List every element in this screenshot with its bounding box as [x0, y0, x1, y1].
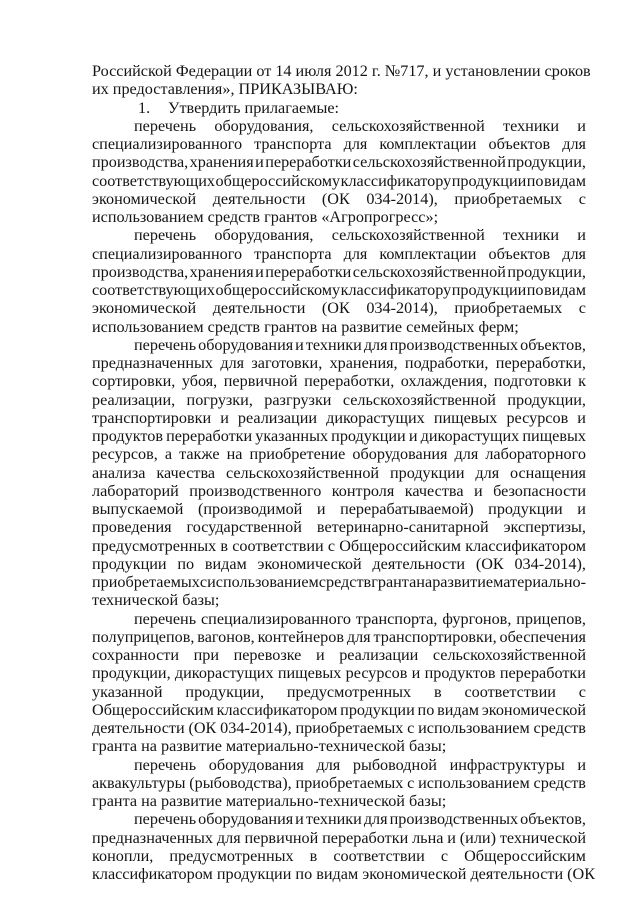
text-line: технической базы; — [92, 591, 220, 610]
item-number: 1. — [138, 98, 151, 117]
text-line: предназначенных для заготовки, хранения, подработки, переработки, — [92, 354, 586, 372]
paragraph — [92, 226, 586, 336]
text-line: специализированного транспорта для комплектации объектов для — [92, 244, 586, 263]
text-line: продуктов переработки указанных продукции и дикорастущих пищевых — [92, 427, 586, 445]
text-line: производства, хранения и переработки сельскохозяйственной продукции, — [92, 153, 586, 172]
text-line: перечень оборудования и техники для производственных объектов, — [134, 810, 586, 829]
text-line: специализированного транспорта для комплектации объектов для — [92, 135, 586, 153]
text-line: приобретаемых с использованием средств гранта на развитие материально- — [92, 573, 586, 591]
text-line: перечень оборудования для рыбоводной инфраструктуры и — [134, 755, 586, 774]
text-line: сортировки, убоя, первичной переработки, охлаждения, подготовки к — [92, 372, 586, 391]
text-line: предназначенных для первичной переработки льна и (или) технической — [92, 828, 586, 847]
text-line: аквакультуры (рыбоводства), приобретаемых с использованием средств — [92, 773, 586, 792]
text-line: перечень оборудования, сельскохозяйственной техники и — [134, 226, 586, 245]
text-line: указанной продукции, предусмотренных в соответствии с — [92, 682, 586, 701]
text-line: производства, хранения и переработки сельскохозяйственной продукции, — [92, 262, 586, 281]
text-line: транспортировки и реализации дикорастущих пищевых ресурсов и — [92, 408, 586, 427]
text-line: гранта на развитие материально-технической базы; — [92, 737, 447, 756]
text-line: Общероссийским классификатором продукции по видам экономической — [92, 700, 586, 719]
text-line: продукции по видам экономической деятельности (ОК 034-2014), — [92, 554, 586, 573]
text-line: полуприцепов, вагонов, контейнеров для транспортировки, обеспечения — [92, 627, 586, 646]
intro-line: Российской Федерации от 14 июля 2012 г. №717, и установлении сроков — [92, 62, 591, 80]
text-line: ресурсов, а также на приобретение оборудования для лабораторного — [92, 445, 586, 464]
text-line: реализации, погрузки, разгрузки сельскохозяйственной продукции, — [92, 390, 586, 409]
text-line: соответствующих общероссийскому классификатору продукции по видам — [92, 281, 586, 299]
text-line: экономической деятельности (ОК 034-2014), приобретаемых с — [92, 189, 586, 208]
text-line: перечень специализированного транспорта, фургонов, прицепов, — [134, 609, 586, 628]
paragraphs — [92, 116, 596, 884]
text-line: деятельности (ОК 034-2014), приобретаемых с использованием средств — [92, 719, 586, 737]
text-line: перечень оборудования и техники для производственных объектов, — [134, 335, 586, 354]
intro-line: их предоставления», ПРИКАЗЫВАЮ: — [92, 80, 358, 99]
text-line: продукции, дикорастущих пищевых ресурсов и продуктов переработки — [92, 664, 586, 683]
text-line: лабораторий производственного контроля качества и безопасности — [92, 481, 586, 500]
paragraph — [92, 336, 586, 610]
text-line: выпускаемой (производимой и перерабатываемой) продукции и — [92, 500, 586, 518]
text-line: сохранности при перевозке и реализации сельскохозяйственной — [92, 646, 586, 664]
paragraph — [92, 756, 586, 811]
text-line: классификатором продукции по видам экономической деятельности (ОК — [92, 865, 596, 883]
paragraph — [92, 117, 586, 227]
text-line: предусмотренных в соответствии с Общероссийским классификатором — [92, 536, 586, 555]
text-line: перечень оборудования, сельскохозяйственной техники и — [134, 116, 586, 135]
item-text: Утвердить прилагаемые: — [168, 98, 340, 117]
text-line: соответствующих общероссийскому классификатору продукции по видам — [92, 171, 586, 190]
paragraph — [92, 610, 586, 756]
text-line: использованием средств грантов на развитие семейных ферм; — [92, 317, 519, 336]
text-line: использованием средств грантов «Агропрогресс»; — [92, 208, 439, 226]
text-line: экономической деятельности (ОК 034-2014), приобретаемых с — [92, 299, 586, 318]
list-item-1 — [92, 99, 586, 117]
text-line: анализа качества сельскохозяйственной продукции для оснащения — [92, 463, 586, 482]
paragraph — [92, 810, 596, 883]
document-body — [92, 62, 596, 883]
text-line: конопли, предусмотренных в соответствии с Общероссийским — [92, 846, 586, 865]
text-line: проведения государственной ветеринарно-санитарной экспертизы, — [92, 518, 586, 537]
text-line: гранта на развитие материально-технической базы; — [92, 792, 447, 810]
